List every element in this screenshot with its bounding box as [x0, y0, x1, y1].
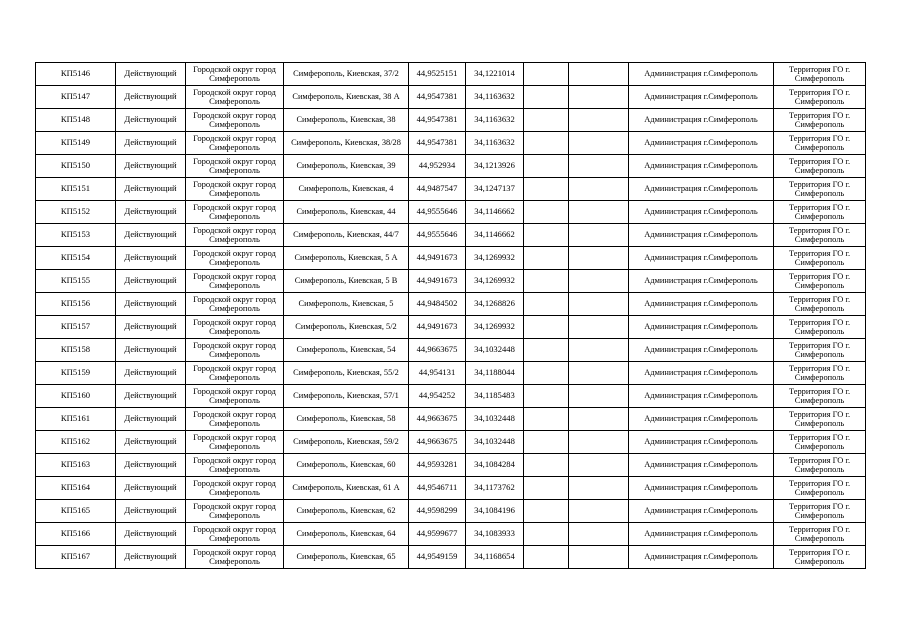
table-row — [36, 109, 866, 132]
table-row — [36, 178, 866, 201]
table-row — [36, 500, 866, 523]
cell-latitude: 44,954252 — [409, 385, 466, 408]
cell-empty-1 — [524, 500, 569, 523]
cell-territory: Территория ГО г. Симферополь — [774, 408, 866, 431]
cell-longitude: 34,1185483 — [466, 385, 524, 408]
cell-territory: Территория ГО г. Симферополь — [774, 316, 866, 339]
table-row — [36, 132, 866, 155]
cell-district: Городской округ город Симферополь — [186, 477, 284, 500]
cell-address: Симферополь, Киевская, 65 — [284, 546, 409, 569]
cell-territory: Территория ГО г. Симферополь — [774, 546, 866, 569]
cell-administration: Администрация г.Симферополь — [629, 178, 774, 201]
cell-status: Действующий — [116, 362, 186, 385]
cell-empty-2 — [569, 339, 629, 362]
cell-status: Действующий — [116, 178, 186, 201]
cell-address: Симферополь, Киевская, 44/7 — [284, 224, 409, 247]
table-row — [36, 201, 866, 224]
cell-latitude: 44,9549159 — [409, 546, 466, 569]
cell-address: Симферополь, Киевская, 39 — [284, 155, 409, 178]
cell-empty-2 — [569, 224, 629, 247]
cell-id: КП5162 — [36, 431, 116, 454]
cell-id: КП5155 — [36, 270, 116, 293]
cell-district: Городской округ город Симферополь — [186, 247, 284, 270]
cell-empty-1 — [524, 316, 569, 339]
cell-territory: Территория ГО г. Симферополь — [774, 362, 866, 385]
cell-empty-2 — [569, 385, 629, 408]
cell-status: Действующий — [116, 454, 186, 477]
cell-address: Симферополь, Киевская, 54 — [284, 339, 409, 362]
cell-empty-2 — [569, 431, 629, 454]
cell-empty-2 — [569, 270, 629, 293]
cell-empty-2 — [569, 201, 629, 224]
cell-longitude: 34,1032448 — [466, 431, 524, 454]
cell-latitude: 44,9598299 — [409, 500, 466, 523]
cell-empty-2 — [569, 523, 629, 546]
cell-district: Городской округ город Симферополь — [186, 316, 284, 339]
cell-empty-2 — [569, 408, 629, 431]
cell-longitude: 34,1163632 — [466, 86, 524, 109]
table-row — [36, 339, 866, 362]
cell-id: КП5165 — [36, 500, 116, 523]
table-row — [36, 224, 866, 247]
cell-latitude: 44,9663675 — [409, 431, 466, 454]
cell-latitude: 44,9555646 — [409, 224, 466, 247]
cell-administration: Администрация г.Симферополь — [629, 431, 774, 454]
cell-status: Действующий — [116, 132, 186, 155]
cell-empty-1 — [524, 86, 569, 109]
cell-longitude: 34,1083933 — [466, 523, 524, 546]
cell-address: Симферополь, Киевская, 4 — [284, 178, 409, 201]
cell-empty-1 — [524, 408, 569, 431]
cell-status: Действующий — [116, 477, 186, 500]
cell-empty-2 — [569, 454, 629, 477]
cell-empty-2 — [569, 316, 629, 339]
cell-latitude: 44,9593281 — [409, 454, 466, 477]
cell-empty-1 — [524, 247, 569, 270]
cell-address: Симферополь, Киевская, 64 — [284, 523, 409, 546]
cell-id: КП5151 — [36, 178, 116, 201]
cell-district: Городской округ город Симферополь — [186, 270, 284, 293]
table-row — [36, 316, 866, 339]
cell-address: Симферополь, Киевская, 60 — [284, 454, 409, 477]
table-row — [36, 385, 866, 408]
cell-latitude: 44,9547381 — [409, 86, 466, 109]
cell-territory: Территория ГО г. Симферополь — [774, 293, 866, 316]
cell-territory: Территория ГО г. Симферополь — [774, 109, 866, 132]
cell-district: Городской округ город Симферополь — [186, 293, 284, 316]
cell-longitude: 34,1188044 — [466, 362, 524, 385]
cell-longitude: 34,1084284 — [466, 454, 524, 477]
cell-empty-2 — [569, 362, 629, 385]
cell-empty-2 — [569, 63, 629, 86]
cell-empty-2 — [569, 178, 629, 201]
cell-territory: Территория ГО г. Симферополь — [774, 270, 866, 293]
cell-status: Действующий — [116, 316, 186, 339]
cell-longitude: 34,1032448 — [466, 339, 524, 362]
cell-territory: Территория ГО г. Симферополь — [774, 224, 866, 247]
cell-status: Действующий — [116, 86, 186, 109]
cell-address: Симферополь, Киевская, 5/2 — [284, 316, 409, 339]
table-row — [36, 408, 866, 431]
cell-id: КП5157 — [36, 316, 116, 339]
table-row — [36, 247, 866, 270]
registry-body — [36, 63, 866, 569]
cell-status: Действующий — [116, 109, 186, 132]
cell-empty-2 — [569, 500, 629, 523]
cell-empty-2 — [569, 293, 629, 316]
cell-status: Действующий — [116, 247, 186, 270]
cell-latitude: 44,9599677 — [409, 523, 466, 546]
table-row — [36, 155, 866, 178]
cell-district: Городской округ город Симферополь — [186, 86, 284, 109]
cell-empty-1 — [524, 155, 569, 178]
cell-latitude: 44,954131 — [409, 362, 466, 385]
cell-longitude: 34,1173762 — [466, 477, 524, 500]
cell-latitude: 44,952934 — [409, 155, 466, 178]
cell-id: КП5166 — [36, 523, 116, 546]
cell-status: Действующий — [116, 500, 186, 523]
cell-empty-2 — [569, 546, 629, 569]
cell-territory: Территория ГО г. Симферополь — [774, 132, 866, 155]
cell-id: КП5158 — [36, 339, 116, 362]
cell-district: Городской округ город Симферополь — [186, 454, 284, 477]
cell-latitude: 44,9547381 — [409, 109, 466, 132]
cell-territory: Территория ГО г. Симферополь — [774, 339, 866, 362]
cell-latitude: 44,9525151 — [409, 63, 466, 86]
cell-administration: Администрация г.Симферополь — [629, 109, 774, 132]
cell-latitude: 44,9663675 — [409, 408, 466, 431]
cell-address: Симферополь, Киевская, 57/1 — [284, 385, 409, 408]
cell-latitude: 44,9555646 — [409, 201, 466, 224]
cell-longitude: 34,1221014 — [466, 63, 524, 86]
cell-longitude: 34,1163632 — [466, 109, 524, 132]
cell-longitude: 34,1168654 — [466, 546, 524, 569]
cell-administration: Администрация г.Симферополь — [629, 224, 774, 247]
cell-administration: Администрация г.Симферополь — [629, 362, 774, 385]
cell-territory: Территория ГО г. Симферополь — [774, 477, 866, 500]
cell-territory: Территория ГО г. Симферополь — [774, 431, 866, 454]
cell-administration: Администрация г.Симферополь — [629, 339, 774, 362]
cell-territory: Территория ГО г. Симферополь — [774, 523, 866, 546]
cell-empty-1 — [524, 339, 569, 362]
cell-district: Городской округ город Симферополь — [186, 385, 284, 408]
cell-id: КП5147 — [36, 86, 116, 109]
cell-longitude: 34,1269932 — [466, 270, 524, 293]
cell-administration: Администрация г.Симферополь — [629, 408, 774, 431]
cell-empty-1 — [524, 293, 569, 316]
cell-territory: Территория ГО г. Симферополь — [774, 247, 866, 270]
cell-district: Городской округ город Симферополь — [186, 109, 284, 132]
cell-latitude: 44,9484502 — [409, 293, 466, 316]
cell-latitude: 44,9663675 — [409, 339, 466, 362]
cell-address: Симферополь, Киевская, 37/2 — [284, 63, 409, 86]
cell-address: Симферополь, Киевская, 5 — [284, 293, 409, 316]
cell-territory: Территория ГО г. Симферополь — [774, 86, 866, 109]
cell-empty-1 — [524, 385, 569, 408]
cell-status: Действующий — [116, 63, 186, 86]
cell-district: Городской округ город Симферополь — [186, 362, 284, 385]
cell-longitude: 34,1268826 — [466, 293, 524, 316]
cell-district: Городской округ город Симферополь — [186, 546, 284, 569]
cell-longitude: 34,1163632 — [466, 132, 524, 155]
cell-empty-2 — [569, 477, 629, 500]
cell-id: КП5152 — [36, 201, 116, 224]
cell-status: Действующий — [116, 270, 186, 293]
cell-status: Действующий — [116, 155, 186, 178]
cell-id: КП5150 — [36, 155, 116, 178]
cell-administration: Администрация г.Симферополь — [629, 546, 774, 569]
cell-id: КП5146 — [36, 63, 116, 86]
cell-id: КП5159 — [36, 362, 116, 385]
table-row — [36, 293, 866, 316]
cell-longitude: 34,1146662 — [466, 201, 524, 224]
cell-administration: Администрация г.Симферополь — [629, 132, 774, 155]
cell-empty-2 — [569, 155, 629, 178]
cell-administration: Администрация г.Симферополь — [629, 201, 774, 224]
cell-district: Городской округ город Симферополь — [186, 523, 284, 546]
cell-territory: Территория ГО г. Симферополь — [774, 178, 866, 201]
cell-district: Городской округ город Симферополь — [186, 339, 284, 362]
cell-territory: Территория ГО г. Симферополь — [774, 63, 866, 86]
cell-address: Симферополь, Киевская, 61 А — [284, 477, 409, 500]
cell-territory: Территория ГО г. Симферополь — [774, 201, 866, 224]
cell-longitude: 34,1269932 — [466, 316, 524, 339]
cell-empty-1 — [524, 63, 569, 86]
cell-longitude: 34,1247137 — [466, 178, 524, 201]
cell-administration: Администрация г.Симферополь — [629, 454, 774, 477]
cell-empty-1 — [524, 454, 569, 477]
cell-district: Городской округ город Симферополь — [186, 500, 284, 523]
table-row — [36, 454, 866, 477]
table-row — [36, 362, 866, 385]
cell-territory: Территория ГО г. Симферополь — [774, 155, 866, 178]
cell-empty-1 — [524, 224, 569, 247]
cell-empty-1 — [524, 201, 569, 224]
cell-empty-1 — [524, 270, 569, 293]
cell-address: Симферополь, Киевская, 59/2 — [284, 431, 409, 454]
cell-empty-1 — [524, 477, 569, 500]
cell-id: КП5160 — [36, 385, 116, 408]
cell-id: КП5164 — [36, 477, 116, 500]
cell-empty-1 — [524, 178, 569, 201]
cell-id: КП5153 — [36, 224, 116, 247]
cell-address: Симферополь, Киевская, 5 А — [284, 247, 409, 270]
table-row — [36, 523, 866, 546]
cell-administration: Администрация г.Симферополь — [629, 477, 774, 500]
cell-status: Действующий — [116, 224, 186, 247]
cell-administration: Администрация г.Симферополь — [629, 500, 774, 523]
cell-administration: Администрация г.Симферополь — [629, 316, 774, 339]
table-row — [36, 431, 866, 454]
cell-longitude: 34,1032448 — [466, 408, 524, 431]
cell-administration: Администрация г.Симферополь — [629, 293, 774, 316]
cell-district: Городской округ город Симферополь — [186, 408, 284, 431]
cell-empty-2 — [569, 132, 629, 155]
cell-empty-1 — [524, 523, 569, 546]
cell-address: Симферополь, Киевская, 58 — [284, 408, 409, 431]
cell-longitude: 34,1084196 — [466, 500, 524, 523]
table-row — [36, 270, 866, 293]
cell-id: КП5156 — [36, 293, 116, 316]
cell-id: КП5167 — [36, 546, 116, 569]
cell-id: КП5163 — [36, 454, 116, 477]
cell-territory: Территория ГО г. Симферополь — [774, 500, 866, 523]
cell-status: Действующий — [116, 339, 186, 362]
cell-address: Симферополь, Киевская, 38 — [284, 109, 409, 132]
cell-address: Симферополь, Киевская, 38 А — [284, 86, 409, 109]
cell-address: Симферополь, Киевская, 38/28 — [284, 132, 409, 155]
cell-status: Действующий — [116, 201, 186, 224]
cell-empty-2 — [569, 247, 629, 270]
cell-longitude: 34,1146662 — [466, 224, 524, 247]
cell-district: Городской округ город Симферополь — [186, 431, 284, 454]
cell-district: Городской округ город Симферополь — [186, 178, 284, 201]
cell-empty-1 — [524, 546, 569, 569]
cell-administration: Администрация г.Симферополь — [629, 155, 774, 178]
table-row — [36, 546, 866, 569]
cell-administration: Администрация г.Симферополь — [629, 385, 774, 408]
cell-status: Действующий — [116, 523, 186, 546]
cell-address: Симферополь, Киевская, 55/2 — [284, 362, 409, 385]
cell-territory: Территория ГО г. Симферополь — [774, 454, 866, 477]
cell-address: Симферополь, Киевская, 62 — [284, 500, 409, 523]
cell-longitude: 34,1213926 — [466, 155, 524, 178]
cell-district: Городской округ город Симферополь — [186, 63, 284, 86]
cell-administration: Администрация г.Симферополь — [629, 63, 774, 86]
cell-latitude: 44,9487547 — [409, 178, 466, 201]
cell-id: КП5161 — [36, 408, 116, 431]
cell-empty-1 — [524, 431, 569, 454]
cell-empty-2 — [569, 109, 629, 132]
cell-administration: Администрация г.Симферополь — [629, 270, 774, 293]
cell-status: Действующий — [116, 431, 186, 454]
cell-status: Действующий — [116, 293, 186, 316]
cell-status: Действующий — [116, 385, 186, 408]
cell-latitude: 44,9546711 — [409, 477, 466, 500]
cell-district: Городской округ город Симферополь — [186, 132, 284, 155]
cell-address: Симферополь, Киевская, 5 В — [284, 270, 409, 293]
cell-district: Городской округ город Симферополь — [186, 224, 284, 247]
cell-administration: Администрация г.Симферополь — [629, 523, 774, 546]
cell-status: Действующий — [116, 408, 186, 431]
cell-territory: Территория ГО г. Симферополь — [774, 385, 866, 408]
table-row — [36, 477, 866, 500]
cell-administration: Администрация г.Симферополь — [629, 247, 774, 270]
cell-address: Симферополь, Киевская, 44 — [284, 201, 409, 224]
cell-latitude: 44,9491673 — [409, 316, 466, 339]
cell-empty-1 — [524, 109, 569, 132]
cell-latitude: 44,9547381 — [409, 132, 466, 155]
cell-id: КП5148 — [36, 109, 116, 132]
cell-id: КП5149 — [36, 132, 116, 155]
table-row — [36, 63, 866, 86]
cell-district: Городской округ город Симферополь — [186, 155, 284, 178]
cell-empty-1 — [524, 362, 569, 385]
cell-longitude: 34,1269932 — [466, 247, 524, 270]
registry-table — [35, 62, 866, 569]
cell-id: КП5154 — [36, 247, 116, 270]
cell-administration: Администрация г.Симферополь — [629, 86, 774, 109]
cell-status: Действующий — [116, 546, 186, 569]
cell-district: Городской округ город Симферополь — [186, 201, 284, 224]
cell-empty-1 — [524, 132, 569, 155]
table-row — [36, 86, 866, 109]
cell-empty-2 — [569, 86, 629, 109]
cell-latitude: 44,9491673 — [409, 270, 466, 293]
cell-latitude: 44,9491673 — [409, 247, 466, 270]
